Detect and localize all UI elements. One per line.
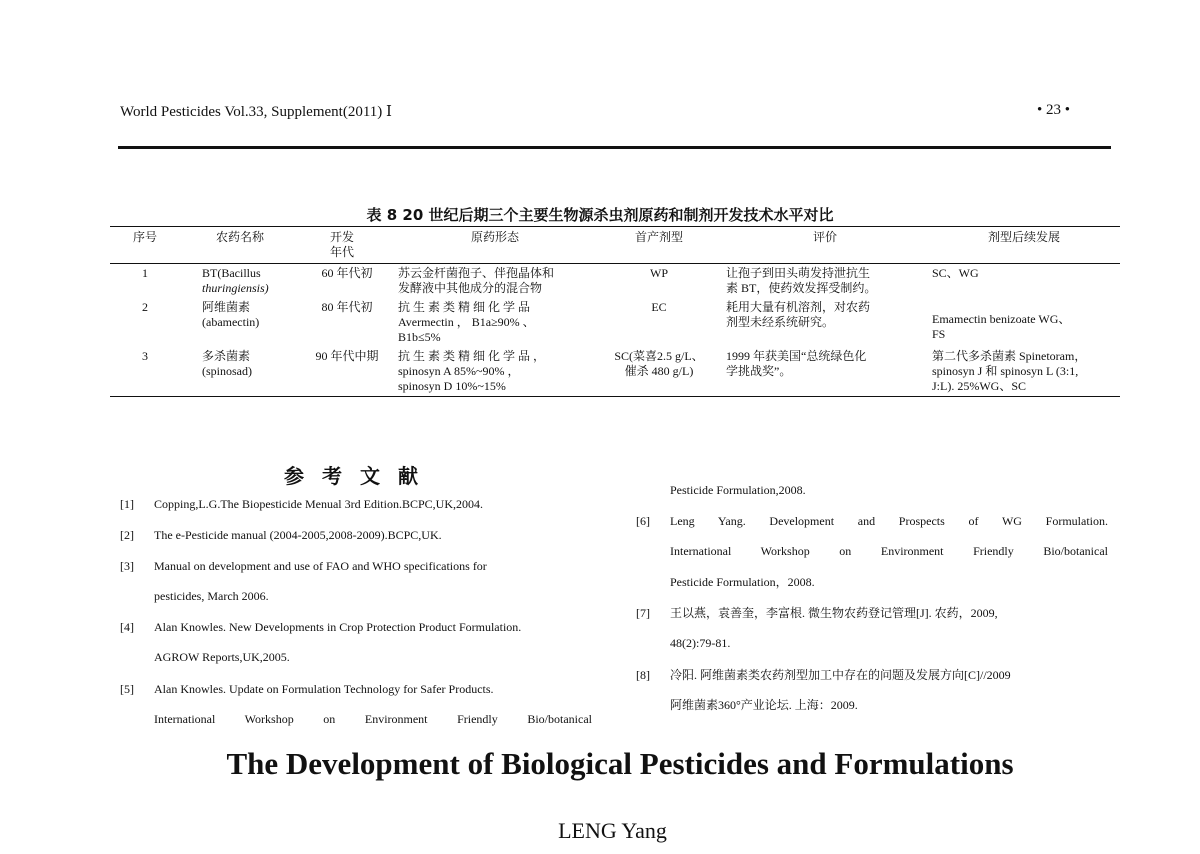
reference-item: [6] Leng Yang. Development and Prospects of WG Formulation. International Workshop on Environment Friendly Bio/botanical Pesticide Formulation，2008.	[636, 514, 1108, 589]
header-rule	[118, 146, 1111, 149]
reference-item: [2] The e-Pesticide manual (2004-2005,2008-2009).BCPC,UK.	[120, 528, 442, 542]
pesticide-name: 多杀菌素 (spinosad)	[180, 347, 300, 397]
col-header-eval: 评价	[722, 227, 928, 264]
later-development: SC、WG	[932, 266, 979, 280]
pesticide-name: BT(Bacillus thuringiensis)	[202, 266, 269, 295]
first-formulation: WP	[650, 266, 668, 280]
table-row	[110, 347, 1120, 397]
reference-item: [7] 王以燕，袁善奎，李富根. 微生物农药登记管理[J]. 农药，2009, 48(2):79-81.	[636, 606, 998, 650]
evaluation: 让孢子到田头萌发持泄抗生 素 BT，使药效发挥受制约。	[726, 266, 877, 295]
reference-item: [5] Alan Knowles. Update on Formulation Technology for Safer Products. International Workshop on Environment Friendly Bio/botanical	[120, 682, 592, 726]
table-row	[110, 264, 1120, 299]
references-heading: 参考文献	[284, 464, 436, 488]
col-header-form: 原药形态	[394, 227, 596, 264]
reference-item: [4] Alan Knowles. New Developments in Crop Protection Product Formulation. AGROW Reports,UK,2005.	[120, 620, 522, 664]
reference-item: [8] 冷阳. 阿维菌素类农药剂型加工中存在的问题及发展方向[C]//2009 阿维菌素360°产业论坛. 上海：2009.	[636, 668, 1011, 712]
col-header-no: 序号	[110, 227, 180, 264]
reference-item: [1] Copping,L.G.The Biopesticide Menual 3rd Edition.BCPC,UK,2004.	[120, 497, 483, 511]
page-number: • 23 •	[1037, 102, 1071, 118]
article-title: The Development of Biological Pesticides and Formulations	[226, 746, 1014, 781]
first-formulation: SC(菜喜2.5 g/L、 催杀 480 g/L)	[596, 347, 722, 397]
reference-item: [3] Manual on development and use of FAO and WHO specifications for pesticides, March 2006.	[120, 559, 487, 603]
comparison-table	[110, 226, 1120, 397]
running-header: World Pesticides Vol.33, Supplement(2011) Ⅰ	[120, 104, 392, 120]
first-formulation: EC	[651, 300, 667, 314]
table-caption: 表 8 20 世纪后期三个主要生物源杀虫剂原药和制剂开发技术水平对比	[366, 206, 834, 224]
col-header-era: 开发年代	[300, 227, 394, 264]
development-era: 90 年代中期	[300, 347, 394, 397]
reference-continuation: Pesticide Formulation,2008.	[670, 483, 806, 497]
development-era: 60 年代初	[321, 266, 373, 280]
later-development: Emamectin benizoate WG、 FS	[932, 312, 1071, 341]
technical-form: 抗 生 素 类 精 细 化 学 品 Avermectin ， B1a≥90% 、 B1b≤5%	[398, 300, 535, 344]
table-header-row	[110, 227, 1120, 264]
row-number: 1	[142, 266, 148, 280]
technical-form: 苏云金杆菌孢子、伴孢晶体和 发酵液中其他成分的混合物	[398, 266, 555, 295]
row-number: 3	[110, 347, 180, 397]
later-development: 第二代多杀菌素 Spinetoram， spinosyn J 和 spinosyn L (3:1, J:L). 25%WG、SC	[928, 347, 1120, 397]
evaluation: 耗用大量有机溶剂，对农药 剂型未经系统研究。	[726, 300, 871, 329]
development-era: 80 年代初	[321, 300, 373, 314]
technical-form: 抗 生 素 类 精 细 化 学 品 ， spinosyn A 85%~90% ， spinosyn D 10%~15%	[394, 347, 596, 397]
article-author: LENG Yang	[558, 818, 667, 843]
col-header-first: 首产剂型	[596, 227, 722, 264]
col-header-name: 农药名称	[180, 227, 300, 264]
col-header-dev: 剂型后续发展	[928, 227, 1120, 264]
row-number: 2	[142, 300, 148, 314]
pesticide-name: 阿维菌素 (abamectin)	[202, 300, 260, 329]
evaluation: 1999 年获美国“总统绿色化 学挑战奖”。	[722, 347, 928, 397]
table-row	[110, 298, 1120, 347]
